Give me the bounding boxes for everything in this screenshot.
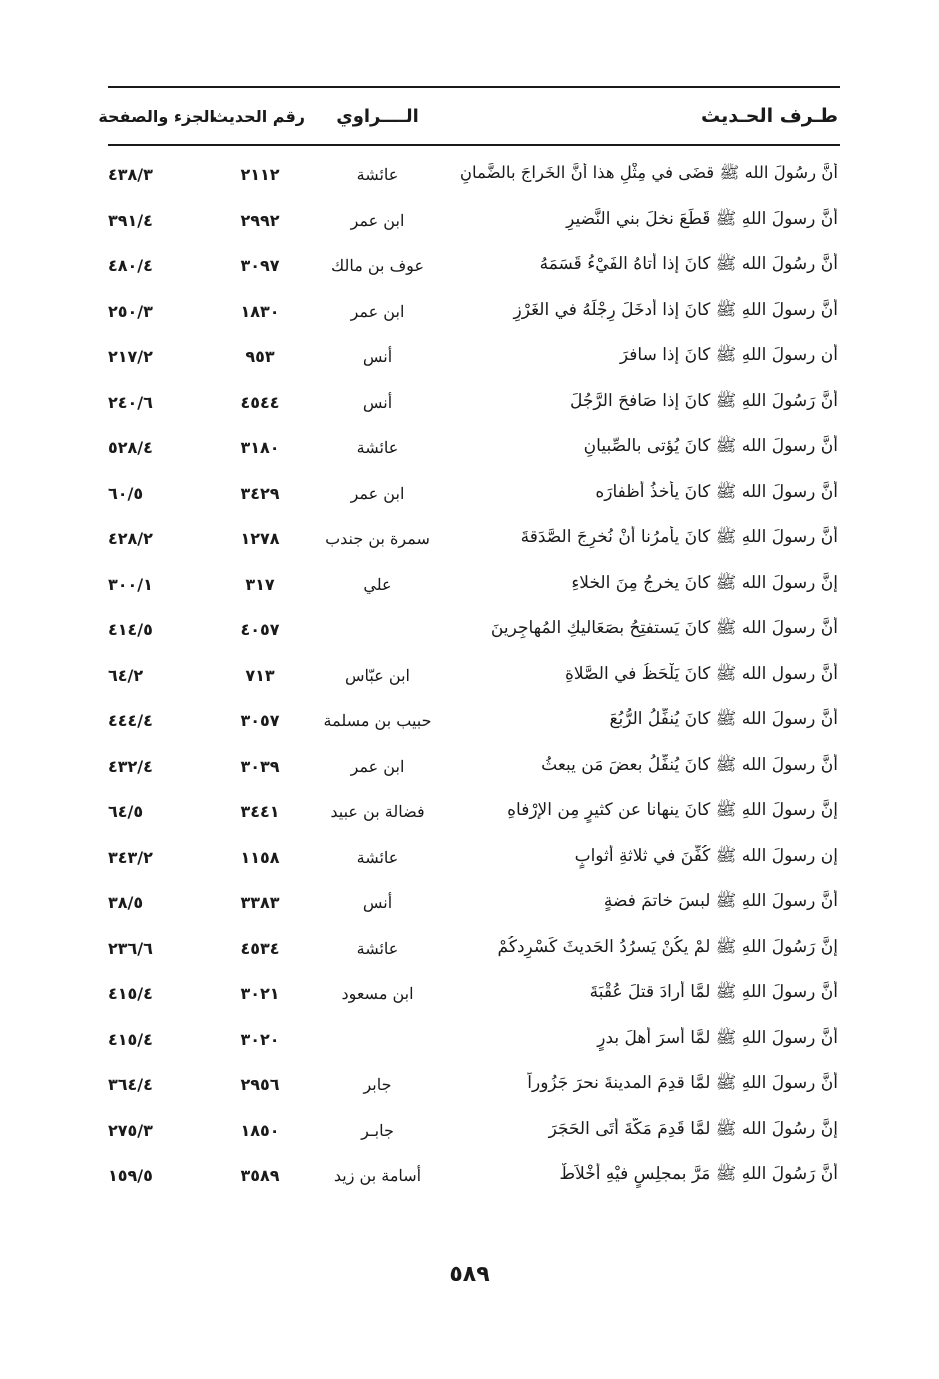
hadith-text: أنَّ رسولَ الله ﷺ كانَ يُنفِّلُ بعضَ مَن يبعثُ	[541, 754, 838, 775]
narrator: عائشة	[356, 438, 399, 458]
hadith-text: أنَّ رَسُولَ اللهِ ﷺ مَرَّ بمجلِسٍ فيْهِ أخْلاَطٌ	[559, 1164, 838, 1185]
table-row	[108, 744, 840, 790]
hadith-text: أنَّ رسولَ الله ﷺ كانَ يُؤتى بالصِّبيانِ	[583, 436, 838, 457]
table-row	[108, 1062, 840, 1108]
volume-page: ٢٥٠/٣	[108, 301, 153, 321]
hadith-number: ٩٥٣	[245, 347, 275, 367]
table-row	[108, 562, 840, 608]
narrator: جابر	[363, 1075, 392, 1095]
hadith-text: أنَّ رسولَ اللهِ ﷺ لبسَ خاتمَ فضةٍ	[603, 891, 838, 912]
table-row	[108, 607, 840, 653]
volume-page: ٤١٤/٥	[108, 620, 153, 640]
hadith-number: ٤٥٣٤	[240, 938, 280, 958]
volume-page: ٦٠/٥	[108, 483, 144, 503]
hadith-text: أنَّ رسولَ اللهِ ﷺ كانَ يأمرُنا أنْ نُخرِجَ الصَّدَقةَ	[520, 527, 838, 548]
table-row	[108, 425, 840, 471]
volume-page: ٢٧٥/٣	[108, 1120, 153, 1140]
volume-page: ٢٣٦/٦	[108, 938, 153, 958]
volume-page: ٥٢٨/٤	[108, 438, 153, 458]
narrator: سمرة بن جندب	[325, 529, 430, 549]
volume-page: ٤٢٨/٢	[108, 529, 153, 549]
table-body	[108, 152, 840, 1199]
header-volume-page: الجزء والصفحة	[98, 106, 215, 126]
hadith-text: إنَّ رَسُولَ اللهِ ﷺ لمْ يكُنْ يَسرُدُ الحَديثَ كَسْرِدكُمْ	[497, 936, 838, 957]
hadith-text: أنَّ رسُولَ الله ﷺ كانَ إذا أتاهُ الفَيْءُ قَسَمَهُ	[539, 254, 838, 275]
header-hadith-number: رقم الحديث	[211, 106, 305, 126]
page-number: ٥٨٩	[449, 1262, 490, 1287]
hadith-number: ١٨٥٠	[240, 1120, 280, 1140]
narrator: ابن عمر	[350, 301, 405, 321]
table-row	[108, 698, 840, 744]
hadith-number: ٧١٣	[245, 665, 275, 685]
hadith-text: أنَّ رسول الله ﷺ كانَ يَلْحَظُ في الصَّلاةِ	[564, 663, 838, 684]
hadith-text: أنَّ رسولَ اللهِ ﷺ لمَّا أرادَ قتلَ عُقْبَةَ	[589, 982, 838, 1003]
volume-page: ٤٣٢/٤	[108, 756, 153, 776]
hadith-number: ٣٠٢١	[240, 984, 280, 1004]
table-row	[108, 926, 840, 972]
volume-page: ٦٤/٢	[108, 665, 144, 685]
hadith-text: إنَّ رسولَ الله ﷺ كانَ يخرجُ مِنَ الخلاءِ	[571, 572, 838, 593]
table-row	[108, 334, 840, 380]
narrator: أنس	[362, 347, 393, 367]
narrator: ابن عمر	[350, 483, 405, 503]
table-row	[108, 1108, 840, 1154]
hadith-number: ٢١١٢	[240, 165, 280, 185]
table-row	[108, 971, 840, 1017]
hadith-number: ٣٠٥٧	[240, 711, 280, 731]
hadith-number: ٣٠٣٩	[240, 756, 280, 776]
table-row	[108, 289, 840, 335]
hadith-text: أنَّ رسولَ الله ﷺ كانَ يُنفِّلُ الرُّبُعَ	[609, 709, 838, 730]
header-hadith-text: طـرف الحـديث	[701, 105, 838, 127]
table-row	[108, 471, 840, 517]
hadith-number: ٢٩٩٢	[240, 210, 280, 230]
volume-page: ٤٨٠/٤	[108, 256, 153, 276]
table-row	[108, 198, 840, 244]
volume-page: ٤٤٤/٤	[108, 711, 153, 731]
table-row	[108, 653, 840, 699]
table-row	[108, 880, 840, 926]
narrator: حبيب بن مسلمة	[323, 711, 432, 731]
hadith-number: ٣٤٤١	[240, 802, 280, 822]
narrator: جابـر	[361, 1120, 394, 1140]
table-row	[108, 1153, 840, 1199]
hadith-text: أنَّ رسولَ اللهِ ﷺ قَطَعَ نخلَ بني النَّضيرِ	[566, 208, 838, 229]
narrator: عائشة	[356, 165, 399, 185]
hadith-number: ٣١٧	[245, 574, 275, 594]
volume-page: ٣٩١/٤	[108, 210, 153, 230]
hadith-number: ٢٩٥٦	[240, 1075, 280, 1095]
hadith-number: ٣٠٩٧	[240, 256, 280, 276]
hadith-text: أنَّ رَسُولَ اللهِ ﷺ كانَ إذا صَافحَ الرَّجُلَ	[570, 390, 838, 411]
hadith-number: ٤٥٤٤	[240, 392, 280, 412]
hadith-text: أن رسولَ اللهِ ﷺ كانَ إذا سافرَ	[619, 345, 838, 366]
narrator: ابن عمر	[350, 210, 405, 230]
narrator: علي	[363, 574, 392, 594]
table-header	[98, 88, 840, 144]
volume-page: ٢١٧/٢	[108, 347, 153, 367]
volume-page: ١٥٩/٥	[108, 1166, 153, 1186]
header-rule	[108, 144, 840, 146]
narrator: ابن عبّاس	[345, 665, 410, 685]
hadith-number: ١٢٧٨	[240, 529, 280, 549]
hadith-text: إن رسولَ الله ﷺ كُفِّنَ في ثلاثةِ أثوابٍ	[574, 845, 838, 866]
table-row	[108, 152, 840, 198]
narrator: ابن مسعود	[341, 984, 414, 1004]
hadith-number: ٣٤٢٩	[240, 483, 280, 503]
volume-page: ٣٠٠/١	[108, 574, 153, 594]
volume-page: ٣٦٤/٤	[108, 1075, 153, 1095]
hadith-text: أنَّ رسولَ اللهِ ﷺ لمَّا أسرَ أهلَ بدرٍ	[597, 1027, 838, 1048]
table-row	[108, 380, 840, 426]
table-row	[108, 789, 840, 835]
hadith-number: ٣٠٢٠	[240, 1029, 280, 1049]
hadith-text: أنَّ رسُولَ الله ﷺ قضَى في مِثْلِ هذا أنَّ الخَراجَ بالضَّمانِ	[459, 162, 838, 182]
narrator: عوف بن مالك	[330, 256, 424, 276]
volume-page: ٤١٥/٤	[108, 984, 153, 1004]
hadith-text: أنَّ رسولَ الله ﷺ كانَ يَستفتِحُ بصَعَاليكِ المُهاجِرينَ	[490, 618, 838, 639]
narrator: عائشة	[356, 847, 399, 867]
hadith-text: إنَّ رسولَ اللهِ ﷺ كانَ ينهانا عن كثيرٍ مِن الإرْفاهِ	[507, 800, 838, 821]
hadith-text: أنَّ رسولَ اللهِ ﷺ كانَ إذا أَدخَلَ رِجْلَهُ في الغَرْزِ	[513, 299, 838, 320]
narrator: أسامة بن زيد	[333, 1166, 422, 1186]
table-row	[108, 1017, 840, 1063]
table-row	[108, 243, 840, 289]
hadith-number: ٣٣٨٣	[240, 893, 280, 913]
hadith-number: ٣٥٨٩	[240, 1166, 280, 1186]
volume-page: ٦٤/٥	[108, 802, 144, 822]
table-row	[108, 835, 840, 881]
hadith-number: ١١٥٨	[240, 847, 280, 867]
index-table	[98, 86, 840, 1199]
table-row	[108, 516, 840, 562]
hadith-number: ٤٠٥٧	[240, 620, 280, 640]
narrator: عائشة	[356, 938, 399, 958]
hadith-number: ١٨٣٠	[240, 301, 280, 321]
header-narrator: الــــراوي	[336, 105, 419, 127]
volume-page: ٤١٥/٤	[108, 1029, 153, 1049]
hadith-number: ٣١٨٠	[240, 438, 280, 458]
volume-page: ٣٨/٥	[108, 893, 144, 913]
hadith-text: إنَّ رسُولَ الله ﷺ لمَّا قَدِمَ مَكَّةَ أتَى الحَجَرَ	[548, 1118, 838, 1139]
volume-page: ٢٤٠/٦	[108, 392, 153, 412]
volume-page: ٤٣٨/٣	[108, 165, 153, 185]
volume-page: ٣٤٣/٢	[108, 847, 153, 867]
narrator: أنس	[362, 893, 393, 913]
hadith-text: أنَّ رسولَ اللهِ ﷺ لمَّا قدِمَ المدينةَ نحرَ جَزُوراً	[527, 1073, 838, 1094]
narrator: ابن عمر	[350, 756, 405, 776]
narrator: فضالة بن عبيد	[330, 802, 425, 822]
hadith-text: أنَّ رسولَ الله ﷺ كانَ يأخذُ أظفارَه	[595, 481, 838, 502]
narrator: أنس	[362, 392, 393, 412]
